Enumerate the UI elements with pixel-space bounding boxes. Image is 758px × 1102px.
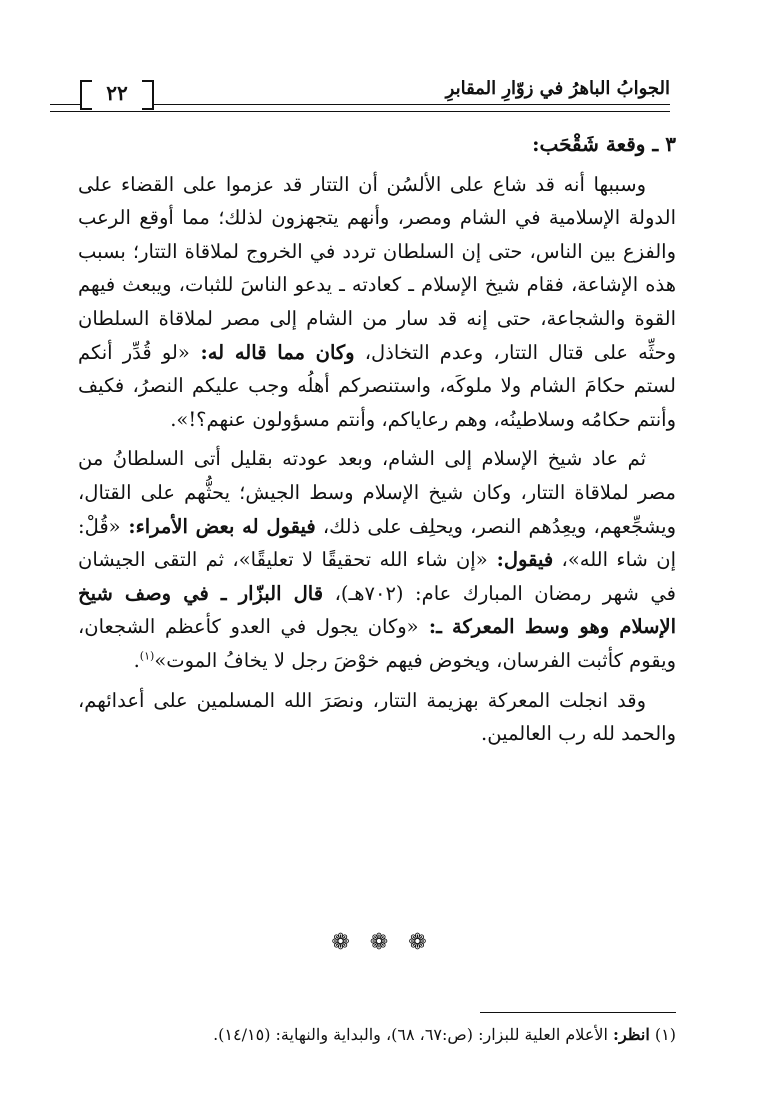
- text-segment: وقد انجلت المعركة بهزيمة التتار، ونصَرَ الله المسلمين على أعدائهم، والحمد لله رب العالمين.: [78, 688, 676, 746]
- flower-ornament-icon: ❁: [369, 930, 389, 955]
- section-title: ٣ ـ وقعة شَقْحَب:: [532, 132, 676, 156]
- footnote-separator: [480, 1012, 676, 1013]
- text-segment: «إن شاء الله تحقيقًا لا تعليقًا»، ثم التقى الجيشان في شهر رمضان المبارك عام: (٧٠٢هـ)،: [78, 548, 676, 605]
- bold-text: فيقول له بعض الأمراء:: [120, 514, 316, 538]
- paragraphs: [78, 168, 676, 751]
- text-segment: «لو قُدِّر أنكم لستم حكامَ الشام ولا ملوكَه، واستنصركم أهلُه وجب عليكم النصرُ، فكيف وأنتم حكامُه وسلاطينُه، وهم رعاياكم، وأنتم مسؤولون عنهم؟!».: [78, 340, 676, 431]
- footnote-text: الأعلام العلية للبزار: (ص:٦٧، ٦٨)، والبداية والنهاية: (١٤/١٥).: [213, 1025, 608, 1044]
- paragraph: [78, 168, 676, 437]
- footnote-label: انظر:: [613, 1025, 650, 1044]
- bold-text: فيقول:: [487, 548, 554, 572]
- page-number-box: [80, 74, 154, 108]
- footnote-marker: (١): [139, 649, 155, 663]
- running-header: [50, 72, 670, 112]
- text-segment: ثم عاد شيخ الإسلام إلى الشام، وبعد عودته بقليل أتى السلطانُ من مصر لملاقاة التتار، وكان شيخ الإسلام وسط الجيش؛ يحثُّهم على القتال، ويشجِّعهم، ويعِدُهم النصر، ويحلِف على ذلك،: [78, 447, 676, 538]
- bold-text: وكان مما قاله له:: [189, 340, 355, 364]
- text-segment: «وكان يجول في العدو كأعظم الشجعان، ويقوم كأثبت الفرسان، ويخوض فيهم خوْضَ رجل لا يخافُ الموت»: [78, 615, 676, 672]
- text-segment: «قُلْ: إن شاء الله»،: [78, 514, 677, 572]
- paragraph: [78, 442, 676, 677]
- flower-ornament-icon: ❁: [408, 930, 427, 955]
- section-end-ornament: [0, 930, 758, 955]
- text-segment: وسببها أنه قد شاع على الألسُن أن التتار قد عزموا على القضاء على الدولة الإسلامية في الشام ومصر، وأنهم يتجهزون لذلك؛ مما أوقع الرعب والفزع بين الناس، حتى إن السلطان تردد في الخروج لملاقاة التتار؛ بسبب هذه الإشاعة، فقام شيخ الإسلام ـ كعادته ـ يدعو الناسَ للثبات، ويبعث فيهم القوة والشجاعة، حتى إنه قد سار من الشام إلى مصر لملاقاة السلطان وحثِّه على قتال التتار، وعدم التخاذل،: [78, 172, 676, 364]
- page-number: ٢٢: [106, 81, 128, 105]
- paragraph: [78, 684, 676, 751]
- running-title: الجوابُ الباهرُ في زوّارِ المقابرِ: [445, 78, 670, 99]
- bold-text: قال البزّار ـ في وصف شيخ الإسلام وهو وسط المعركة ـ:: [78, 581, 676, 639]
- main-text: [78, 128, 676, 757]
- footnote-number: (١): [654, 1025, 676, 1044]
- text-segment: .: [133, 648, 140, 672]
- header-left-rule: [50, 104, 80, 112]
- footnote: [78, 1022, 676, 1048]
- flower-ornament-icon: ❁: [331, 930, 350, 955]
